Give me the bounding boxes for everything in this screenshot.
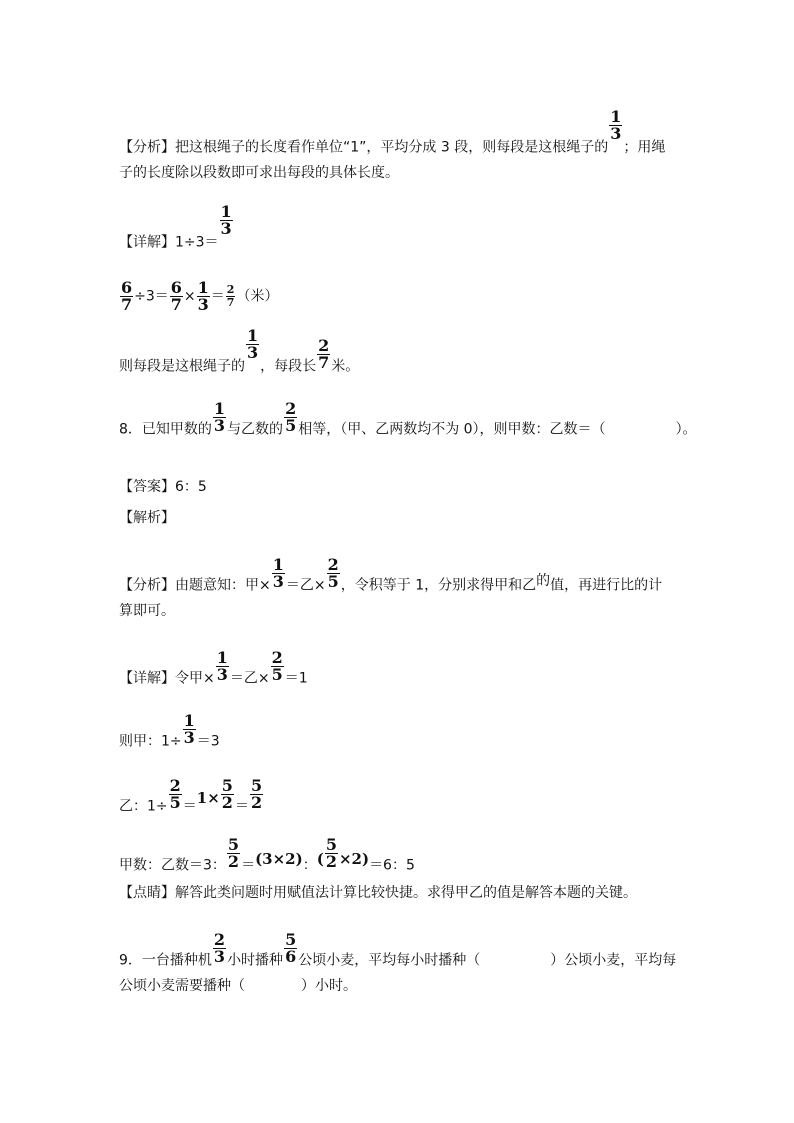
question-9-line-1 xyxy=(119,930,677,977)
dianjing-text: 解答此类问题时用赋值法计算比较快捷。求得甲乙的值是解答本题的关键。 xyxy=(175,885,637,901)
yi-text: ＝ xyxy=(182,798,197,815)
fraction-one-third: $\frac{1}{3}$ xyxy=(247,326,259,362)
fraction-two-thirds: $\frac{2}{3}$ xyxy=(213,930,226,966)
fraction-two-fifths: $\frac{2}{5}$ xyxy=(327,555,339,591)
yi-expr: 1× xyxy=(196,788,220,807)
conclusion-text: ，每段长 xyxy=(260,358,317,375)
ratio-expr: ( xyxy=(316,849,324,868)
analysis-text: ＝乙× xyxy=(285,577,326,594)
analysis-text: ，令积等于 1，分别求得甲和乙 xyxy=(340,577,537,594)
analysis-text: 值，再进行比的计 xyxy=(550,577,663,594)
fraction-five-sixths: $\frac{5}{6}$ xyxy=(285,930,297,966)
ratio-text: ： xyxy=(302,857,317,874)
dianjing-line xyxy=(119,883,637,903)
fraction-six-sevenths: $\frac{6}{7}$ xyxy=(121,278,133,314)
question-9-line-2 xyxy=(119,976,357,996)
analysis-text: 把这根绳子的长度看作单位“1”，平均分成 3 段，则每段是这根绳子的 xyxy=(175,139,609,156)
conclusion-text: 则每段是这根绳子的 xyxy=(119,358,245,375)
analysis-label: 【分析】 xyxy=(119,577,175,594)
dianjing-label: 【点睛】 xyxy=(119,885,175,901)
times-sign: × xyxy=(183,288,196,305)
fraction-one-third: $\frac{1}{3}$ xyxy=(216,648,228,684)
question-text: 公顷小麦需要播种（ xyxy=(119,978,245,994)
fraction-five-halves: $\frac{5}{2}$ xyxy=(227,835,240,871)
answer-value: 6：5 xyxy=(175,479,207,495)
fraction-one-third: $\frac{1}{3}$ xyxy=(183,711,195,747)
question-text: 相等，（甲、乙两数均不为 0），则甲数：乙数＝（ xyxy=(298,421,606,438)
detail-line-1 xyxy=(119,202,234,259)
conclusion-line xyxy=(119,326,360,383)
fraction-two-sevenths: $\frac{2}{7}$ xyxy=(318,336,330,372)
fraction-one-third: $\frac{1}{3}$ xyxy=(197,278,209,314)
fraction-two-fifths: $\frac{2}{5}$ xyxy=(285,399,297,435)
analysis8-line-2 xyxy=(119,601,175,621)
calc-text: ÷3＝ xyxy=(134,288,169,305)
detail-text: ＝1 xyxy=(284,670,308,687)
yi-text: 乙：1÷ xyxy=(119,798,168,815)
analysis-text-raised: 的 xyxy=(536,572,551,589)
ratio-text: 甲数：乙数＝3： xyxy=(119,857,226,874)
analysis-text: 由题意知：甲× xyxy=(175,577,271,594)
ratio-line xyxy=(119,835,415,882)
fraction-one-third: $\frac{1}{3}$ xyxy=(213,399,226,435)
analysis-line-1 xyxy=(119,107,666,164)
yi-text: ＝ xyxy=(234,798,249,815)
analysis-line-2 xyxy=(119,163,399,183)
analysis-text-line2: 算即可。 xyxy=(119,603,175,619)
detail-text: 令甲× xyxy=(175,670,215,687)
unit-text: （米） xyxy=(236,288,279,305)
ratio-text: ＝6：5 xyxy=(369,857,415,874)
question-text: ）。 xyxy=(675,421,697,438)
answer-line xyxy=(119,477,207,497)
question-text: 与乙数的 xyxy=(227,421,284,438)
fraction-two-fifths: $\frac{2}{5}$ xyxy=(271,648,283,684)
conclusion-text: 米。 xyxy=(331,358,360,375)
fraction-one-third: $\frac{1}{3}$ xyxy=(272,555,284,591)
fraction-five-halves: $\frac{5}{2}$ xyxy=(325,835,337,871)
question-text: 8．已知甲数的 xyxy=(119,421,212,438)
analysis-text-line2: 子的长度除以段数即可求出每段的具体长度。 xyxy=(119,165,399,181)
detail-label: 【详解】 xyxy=(119,670,175,687)
jia-text: ＝3 xyxy=(196,733,220,750)
fraction-six-sevenths: $\frac{6}{7}$ xyxy=(170,278,182,314)
fraction-five-halves: $\frac{5}{2}$ xyxy=(221,776,233,812)
jiexi-line xyxy=(119,508,175,528)
detail8-line xyxy=(119,648,308,695)
fraction-one-third: $\frac{1}{3}$ xyxy=(610,107,622,143)
detail-expr: 1÷3＝ xyxy=(175,234,219,251)
calc-line xyxy=(119,280,278,313)
answer-label: 【答案】 xyxy=(119,479,175,495)
analysis8-line-1 xyxy=(119,555,663,602)
fraction-two-sevenths: $\frac{2}{7}$ xyxy=(226,283,235,309)
analysis-text-tail: ；用绳 xyxy=(623,139,666,156)
detail-label: 【详解】 xyxy=(119,234,175,251)
question-text: ）公顷小麦，平均每 xyxy=(550,952,677,969)
fraction-two-fifths: $\frac{2}{5}$ xyxy=(169,776,181,812)
fraction-one-third: $\frac{1}{3}$ xyxy=(220,202,232,238)
question-text: 9．一台播种机 xyxy=(119,952,212,969)
ratio-expr: (3×2) xyxy=(255,849,303,868)
jiexi-label: 【解析】 xyxy=(119,510,175,526)
question-text: ）小时。 xyxy=(301,978,357,994)
question-8 xyxy=(119,399,697,446)
jia-text: 则甲：1÷ xyxy=(119,733,182,750)
question-text: 公顷小麦，平均每小时播种（ xyxy=(298,952,481,969)
ratio-text: ＝ xyxy=(241,857,256,874)
equals-sign: ＝ xyxy=(210,288,225,305)
ratio-expr: ×2) xyxy=(338,849,370,868)
jia-line xyxy=(119,711,220,758)
analysis-label: 【分析】 xyxy=(119,139,175,156)
yi-line xyxy=(119,776,264,823)
fraction-five-halves: $\frac{5}{2}$ xyxy=(250,776,263,812)
question-text: 小时播种 xyxy=(227,952,284,969)
detail-text: ＝乙× xyxy=(229,670,270,687)
